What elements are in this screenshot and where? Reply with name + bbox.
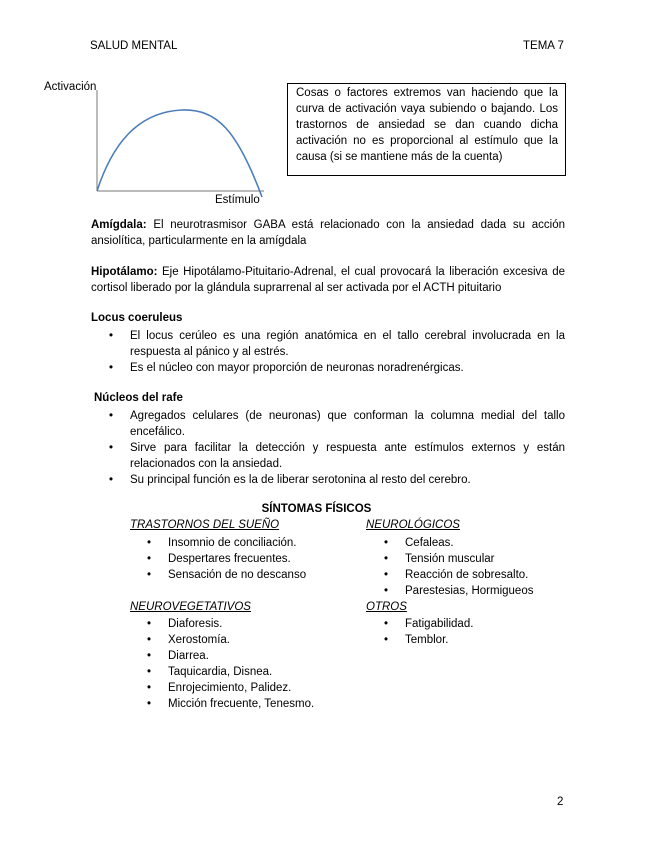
hipotalamo-paragraph: Hipotálamo: Eje Hipotálamo-Pituitario-Adrenal, el cual provocará la liberación excesiva de cortisol liberado por la glándula suprarrenal al ser activada por el ACTH pituitario (91, 266, 565, 294)
list-item: • Insomnio de conciliación. (168, 535, 306, 551)
list-item: • Reacción de sobresalto. (405, 567, 533, 583)
otros-heading: OTROS (366, 601, 407, 613)
list-item: • Temblor. (405, 632, 473, 648)
otros-list (405, 616, 473, 648)
sueno-list (168, 535, 306, 583)
list-item: • Micción frecuente, Tenesmo. (168, 696, 314, 712)
list-item: • Su principal función es la de liberar serotonina al resto del cerebro. (130, 472, 565, 488)
note-box (287, 83, 566, 176)
list-item: • Diaforesis. (168, 616, 314, 632)
activation-graph (92, 90, 267, 202)
list-item: • Agregados celulares (de neuronas) que conforman la columna medial del tallo encefálico. (130, 408, 565, 440)
amigdala-paragraph: Amígdala: El neurotrasmisor GABA está relacionado con la ansiedad dada su acción ansiolítica, particularmente en la amígdala (91, 219, 565, 247)
list-item: • Sensación de no descanso (168, 567, 306, 583)
list-item: • Es el núcleo con mayor proporción de neuronas noradrenérgicas. (130, 360, 565, 376)
list-item: • Fatigabilidad. (405, 616, 473, 632)
page-number: 2 (557, 796, 564, 808)
list-item: • Enrojecimiento, Palidez. (168, 680, 314, 696)
list-item: • Taquicardia, Disnea. (168, 664, 314, 680)
sueno-heading: TRASTORNOS DEL SUEÑO (130, 519, 280, 531)
neurologicos-heading: NEUROLÓGICOS (366, 519, 460, 531)
list-item: • Xerostomía. (168, 632, 314, 648)
hipotalamo-text: Eje Hipotálamo-Pituitario-Adrenal, el cual provocará la liberación excesiva de cortisol liberado por la glándula suprarrenal al ser activada por el ACTH pituitario (91, 266, 565, 294)
list-item: • Sirve para facilitar la detección y respuesta ante estímulos externos y están relacionados con la ansiedad. (130, 440, 565, 472)
amigdala-term: Amígdala (91, 219, 143, 231)
sintomas-title: SÍNTOMAS FÍSICOS (261, 503, 372, 515)
hipotalamo-term: Hipotálamo (91, 266, 154, 278)
note-text: Cosas o factores extremos van haciendo que la curva de activación vaya subiendo o bajando. Los trastornos de ansiedad se dan cuando dicha activación no es proporcional al estímulo que la causa (si se mantiene más de la cuenta) (296, 87, 558, 163)
graph-y-label: Activación (44, 81, 97, 93)
rafe-title: Núcleos del rafe (94, 392, 183, 404)
list-item: • Parestesias, Hormigueos (405, 583, 533, 599)
list-item: • Cefaleas. (405, 535, 533, 551)
header-left: SALUD MENTAL (90, 40, 178, 52)
list-item: • Tensión muscular (405, 551, 533, 567)
list-item: • Diarrea. (168, 648, 314, 664)
header-right: TEMA 7 (523, 40, 564, 52)
graph-x-label: Estímulo (215, 194, 260, 206)
list-item: • Despertares frecuentes. (168, 551, 306, 567)
amigdala-text: El neurotrasmisor GABA está relacionado con la ansiedad dada su acción ansiolítica, particularmente en la amígdala (91, 219, 565, 247)
locus-title: Locus coeruleus (91, 312, 183, 324)
locus-list (130, 328, 565, 376)
neurovegetativos-heading: NEUROVEGETATIVOS (130, 601, 251, 613)
neurologicos-list (405, 535, 533, 599)
list-item: • El locus cerúleo es una región anatómica en el tallo cerebral involucrada en la respuesta al pánico y al estrés. (130, 328, 565, 360)
activation-curve (97, 110, 262, 197)
neurovegetativos-list (168, 616, 314, 712)
rafe-list (130, 408, 565, 488)
